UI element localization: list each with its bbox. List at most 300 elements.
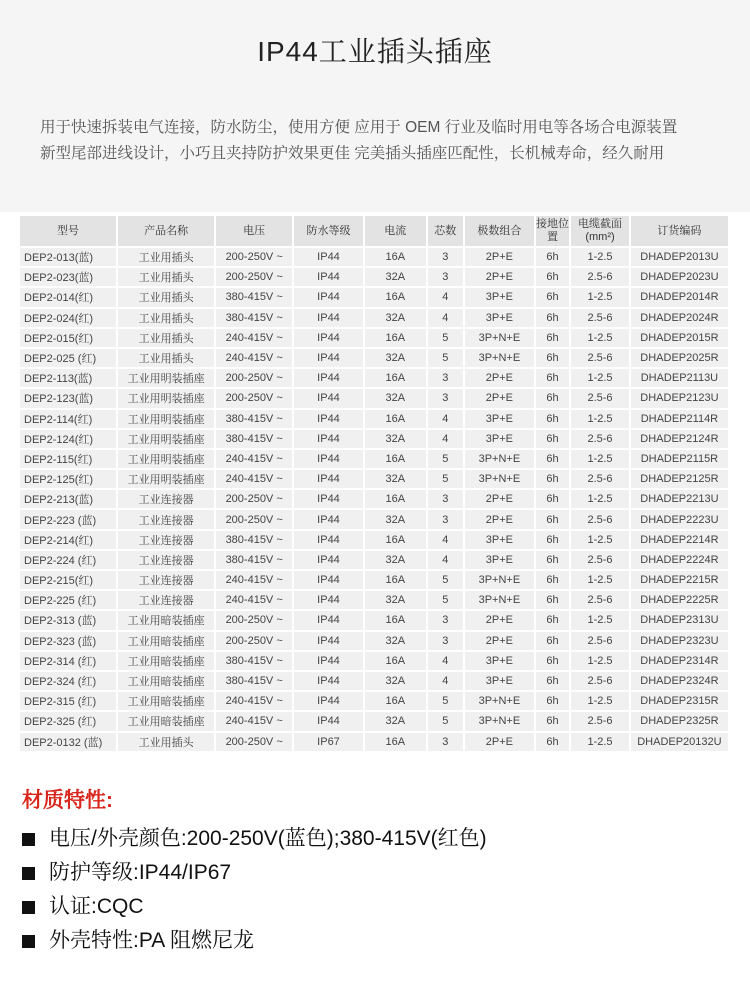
cell-cable-section: 1-2.5 xyxy=(571,490,629,508)
cell-order-code: DHADEP2025R xyxy=(631,349,728,367)
header-cable-section: 电缆截面(mm²) xyxy=(571,216,629,246)
cell-current: 32A xyxy=(365,389,426,407)
cell-cable-section: 2.5-6 xyxy=(571,470,629,488)
cell-model: DEP2-123(蓝) xyxy=(20,389,116,407)
cell-model: DEP2-015(红) xyxy=(20,329,116,347)
header-voltage: 电压 xyxy=(216,216,292,246)
cell-cable-section: 2.5-6 xyxy=(571,309,629,327)
cell-order-code: DHADEP2024R xyxy=(631,309,728,327)
cell-cable-section: 2.5-6 xyxy=(571,672,629,690)
header-current: 电流 xyxy=(365,216,426,246)
header-cores: 芯数 xyxy=(428,216,463,246)
cell-current: 16A xyxy=(365,571,426,589)
cell-order-code: DHADEP2213U xyxy=(631,490,728,508)
table-row xyxy=(20,410,728,428)
cell-cores: 4 xyxy=(428,672,463,690)
cell-cable-section: 1-2.5 xyxy=(571,733,629,751)
cell-current: 16A xyxy=(365,531,426,549)
cell-product-name: 工业用明装插座 xyxy=(118,369,214,387)
cell-cable-section: 1-2.5 xyxy=(571,288,629,306)
cell-order-code: DHADEP2014R xyxy=(631,288,728,306)
cell-ground-position: 6h xyxy=(536,410,569,428)
table-row xyxy=(20,268,728,286)
property-text: 认证:CQC xyxy=(49,895,144,918)
cell-waterproof-rating: IP44 xyxy=(294,490,363,508)
cell-ground-position: 6h xyxy=(536,288,569,306)
cell-cores: 4 xyxy=(428,531,463,549)
cell-current: 32A xyxy=(365,672,426,690)
cell-ground-position: 6h xyxy=(536,672,569,690)
cell-current: 16A xyxy=(365,369,426,387)
property-item xyxy=(22,856,732,890)
cell-ground-position: 6h xyxy=(536,329,569,347)
cell-current: 16A xyxy=(365,490,426,508)
cell-ground-position: 6h xyxy=(536,470,569,488)
cell-ground-position: 6h xyxy=(536,450,569,468)
table-row xyxy=(20,531,728,549)
cell-product-name: 工业连接器 xyxy=(118,490,214,508)
cell-current: 16A xyxy=(365,692,426,710)
cell-product-name: 工业用暗装插座 xyxy=(118,692,214,710)
cell-model: DEP2-113(蓝) xyxy=(20,369,116,387)
cell-current: 32A xyxy=(365,268,426,286)
property-item xyxy=(22,924,732,958)
cell-order-code: DHADEP2125R xyxy=(631,470,728,488)
cell-cores: 5 xyxy=(428,571,463,589)
cell-model: DEP2-224 (红) xyxy=(20,551,116,569)
cell-model: DEP2-115(红) xyxy=(20,450,116,468)
cell-product-name: 工业用明装插座 xyxy=(118,389,214,407)
cell-ground-position: 6h xyxy=(536,632,569,650)
cell-order-code: DHADEP2223U xyxy=(631,510,728,528)
cell-model: DEP2-114(红) xyxy=(20,410,116,428)
cell-product-name: 工业连接器 xyxy=(118,551,214,569)
header-panel xyxy=(0,0,750,212)
cell-product-name: 工业用暗装插座 xyxy=(118,652,214,670)
cell-current: 16A xyxy=(365,652,426,670)
header-product-name: 产品名称 xyxy=(118,216,214,246)
table-row xyxy=(20,672,728,690)
cell-model: DEP2-325 (红) xyxy=(20,712,116,730)
cell-model: DEP2-124(红) xyxy=(20,430,116,448)
cell-pole-combination: 2P+E xyxy=(465,733,534,751)
cell-voltage: 240-415V ~ xyxy=(216,470,292,488)
cell-pole-combination: 3P+N+E xyxy=(465,349,534,367)
table-row xyxy=(20,309,728,327)
cell-cable-section: 1-2.5 xyxy=(571,531,629,549)
cell-cable-section: 2.5-6 xyxy=(571,591,629,609)
cell-pole-combination: 3P+E xyxy=(465,410,534,428)
cell-cable-section: 2.5-6 xyxy=(571,430,629,448)
cell-order-code: DHADEP2013U xyxy=(631,248,728,266)
cell-waterproof-rating: IP44 xyxy=(294,349,363,367)
cell-current: 16A xyxy=(365,611,426,629)
cell-product-name: 工业用插头 xyxy=(118,329,214,347)
page-title: IP44工业插头插座 xyxy=(257,36,493,67)
cell-cable-section: 1-2.5 xyxy=(571,369,629,387)
cell-model: DEP2-324 (红) xyxy=(20,672,116,690)
cell-product-name: 工业用明装插座 xyxy=(118,410,214,428)
cell-current: 32A xyxy=(365,309,426,327)
cell-waterproof-rating: IP44 xyxy=(294,268,363,286)
cell-order-code: DHADEP2315R xyxy=(631,692,728,710)
cell-waterproof-rating: IP44 xyxy=(294,430,363,448)
cell-waterproof-rating: IP67 xyxy=(294,733,363,751)
cell-cores: 5 xyxy=(428,450,463,468)
table-row xyxy=(20,652,728,670)
table-row xyxy=(20,288,728,306)
spec-table xyxy=(18,214,730,753)
cell-ground-position: 6h xyxy=(536,349,569,367)
cell-cable-section: 1-2.5 xyxy=(571,248,629,266)
cell-voltage: 200-250V ~ xyxy=(216,611,292,629)
cell-order-code: DHADEP2324R xyxy=(631,672,728,690)
cell-model: DEP2-315 (红) xyxy=(20,692,116,710)
cell-cores: 4 xyxy=(428,288,463,306)
cell-ground-position: 6h xyxy=(536,692,569,710)
cell-order-code: DHADEP2123U xyxy=(631,389,728,407)
cell-current: 16A xyxy=(365,410,426,428)
cell-voltage: 200-250V ~ xyxy=(216,632,292,650)
cell-pole-combination: 3P+N+E xyxy=(465,692,534,710)
cell-cores: 3 xyxy=(428,490,463,508)
cell-model: DEP2-215(红) xyxy=(20,571,116,589)
cell-waterproof-rating: IP44 xyxy=(294,632,363,650)
cell-pole-combination: 3P+N+E xyxy=(465,450,534,468)
cell-ground-position: 6h xyxy=(536,430,569,448)
cell-model: DEP2-024(红) xyxy=(20,309,116,327)
cell-current: 16A xyxy=(365,733,426,751)
cell-voltage: 200-250V ~ xyxy=(216,733,292,751)
cell-ground-position: 6h xyxy=(536,591,569,609)
cell-cores: 3 xyxy=(428,510,463,528)
table-row xyxy=(20,470,728,488)
table-row xyxy=(20,430,728,448)
cell-order-code: DHADEP2023U xyxy=(631,268,728,286)
cell-pole-combination: 2P+E xyxy=(465,632,534,650)
table-row xyxy=(20,692,728,710)
cell-cable-section: 1-2.5 xyxy=(571,329,629,347)
table-body xyxy=(20,248,728,751)
cell-voltage: 240-415V ~ xyxy=(216,329,292,347)
cell-waterproof-rating: IP44 xyxy=(294,389,363,407)
cell-waterproof-rating: IP44 xyxy=(294,672,363,690)
cell-product-name: 工业用明装插座 xyxy=(118,470,214,488)
cell-ground-position: 6h xyxy=(536,389,569,407)
table-row xyxy=(20,248,728,266)
property-item xyxy=(22,822,732,856)
cell-cable-section: 1-2.5 xyxy=(571,652,629,670)
cell-cable-section: 2.5-6 xyxy=(571,510,629,528)
table-header-row xyxy=(20,216,728,246)
cell-cores: 3 xyxy=(428,248,463,266)
table-row xyxy=(20,349,728,367)
cell-pole-combination: 2P+E xyxy=(465,490,534,508)
cell-model: DEP2-223 (蓝) xyxy=(20,510,116,528)
cell-current: 16A xyxy=(365,288,426,306)
description-line: 用于快速拆装电气连接，防水防尘，使用方便 应用于 OEM 行业及临时用电等各场合电源装置 xyxy=(40,119,678,136)
cell-product-name: 工业用插头 xyxy=(118,733,214,751)
cell-model: DEP2-125(红) xyxy=(20,470,116,488)
material-properties xyxy=(22,784,732,958)
cell-cores: 3 xyxy=(428,389,463,407)
cell-product-name: 工业连接器 xyxy=(118,571,214,589)
cell-current: 16A xyxy=(365,329,426,347)
cell-cores: 3 xyxy=(428,632,463,650)
square-bullet-icon xyxy=(22,867,35,880)
cell-model: DEP2-014(红) xyxy=(20,288,116,306)
cell-pole-combination: 3P+E xyxy=(465,672,534,690)
cell-waterproof-rating: IP44 xyxy=(294,611,363,629)
property-text: 电压/外壳颜色:200-250V(蓝色);380-415V(红色) xyxy=(49,827,487,850)
cell-ground-position: 6h xyxy=(536,611,569,629)
cell-waterproof-rating: IP44 xyxy=(294,470,363,488)
cell-waterproof-rating: IP44 xyxy=(294,369,363,387)
cell-product-name: 工业用暗装插座 xyxy=(118,611,214,629)
cell-pole-combination: 3P+N+E xyxy=(465,571,534,589)
cell-voltage: 380-415V ~ xyxy=(216,531,292,549)
cell-order-code: DHADEP20132U xyxy=(631,733,728,751)
cell-pole-combination: 3P+E xyxy=(465,531,534,549)
cell-product-name: 工业用插头 xyxy=(118,349,214,367)
cell-voltage: 380-415V ~ xyxy=(216,672,292,690)
cell-cores: 3 xyxy=(428,733,463,751)
cell-voltage: 380-415V ~ xyxy=(216,410,292,428)
cell-cable-section: 2.5-6 xyxy=(571,349,629,367)
cell-voltage: 380-415V ~ xyxy=(216,288,292,306)
cell-cores: 5 xyxy=(428,692,463,710)
cell-waterproof-rating: IP44 xyxy=(294,450,363,468)
table-row xyxy=(20,551,728,569)
square-bullet-icon xyxy=(22,935,35,948)
cell-cable-section: 2.5-6 xyxy=(571,712,629,730)
cell-product-name: 工业连接器 xyxy=(118,591,214,609)
cell-cores: 4 xyxy=(428,430,463,448)
property-text: 外壳特性:PA 阻燃尼龙 xyxy=(49,929,254,952)
cell-pole-combination: 2P+E xyxy=(465,611,534,629)
cell-order-code: DHADEP2114R xyxy=(631,410,728,428)
cell-order-code: DHADEP2224R xyxy=(631,551,728,569)
properties-title: 材质特性: xyxy=(22,789,113,812)
cell-cores: 3 xyxy=(428,369,463,387)
cell-current: 16A xyxy=(365,450,426,468)
cell-current: 32A xyxy=(365,430,426,448)
cell-product-name: 工业用明装插座 xyxy=(118,430,214,448)
cell-order-code: DHADEP2214R xyxy=(631,531,728,549)
cell-cable-section: 1-2.5 xyxy=(571,571,629,589)
cell-pole-combination: 2P+E xyxy=(465,248,534,266)
cell-cores: 5 xyxy=(428,470,463,488)
cell-waterproof-rating: IP44 xyxy=(294,410,363,428)
cell-cable-section: 2.5-6 xyxy=(571,551,629,569)
cell-waterproof-rating: IP44 xyxy=(294,652,363,670)
cell-waterproof-rating: IP44 xyxy=(294,248,363,266)
table-row xyxy=(20,369,728,387)
cell-product-name: 工业用暗装插座 xyxy=(118,672,214,690)
cell-current: 32A xyxy=(365,470,426,488)
cell-cores: 4 xyxy=(428,652,463,670)
cell-product-name: 工业连接器 xyxy=(118,510,214,528)
cell-current: 32A xyxy=(365,632,426,650)
cell-order-code: DHADEP2015R xyxy=(631,329,728,347)
cell-voltage: 380-415V ~ xyxy=(216,551,292,569)
cell-waterproof-rating: IP44 xyxy=(294,288,363,306)
cell-order-code: DHADEP2215R xyxy=(631,571,728,589)
cell-cores: 5 xyxy=(428,591,463,609)
cell-pole-combination: 2P+E xyxy=(465,389,534,407)
cell-waterproof-rating: IP44 xyxy=(294,591,363,609)
cell-order-code: DHADEP2314R xyxy=(631,652,728,670)
cell-voltage: 380-415V ~ xyxy=(216,309,292,327)
cell-model: DEP2-213(蓝) xyxy=(20,490,116,508)
cell-current: 32A xyxy=(365,591,426,609)
cell-cores: 4 xyxy=(428,410,463,428)
cell-order-code: DHADEP2313U xyxy=(631,611,728,629)
cell-model: DEP2-225 (红) xyxy=(20,591,116,609)
cell-product-name: 工业用插头 xyxy=(118,288,214,306)
cell-ground-position: 6h xyxy=(536,652,569,670)
cell-waterproof-rating: IP44 xyxy=(294,329,363,347)
cell-ground-position: 6h xyxy=(536,268,569,286)
cell-waterproof-rating: IP44 xyxy=(294,531,363,549)
cell-product-name: 工业用明装插座 xyxy=(118,450,214,468)
table-row xyxy=(20,389,728,407)
cell-voltage: 200-250V ~ xyxy=(216,510,292,528)
cell-voltage: 240-415V ~ xyxy=(216,692,292,710)
cell-ground-position: 6h xyxy=(536,733,569,751)
cell-pole-combination: 3P+E xyxy=(465,652,534,670)
cell-pole-combination: 3P+N+E xyxy=(465,591,534,609)
cell-model: DEP2-025 (红) xyxy=(20,349,116,367)
cell-voltage: 200-250V ~ xyxy=(216,389,292,407)
cell-ground-position: 6h xyxy=(536,248,569,266)
table-row xyxy=(20,329,728,347)
cell-model: DEP2-314 (红) xyxy=(20,652,116,670)
cell-cores: 5 xyxy=(428,329,463,347)
property-text: 防护等级:IP44/IP67 xyxy=(49,861,232,884)
table-row xyxy=(20,632,728,650)
cell-waterproof-rating: IP44 xyxy=(294,510,363,528)
cell-cable-section: 1-2.5 xyxy=(571,410,629,428)
cell-voltage: 200-250V ~ xyxy=(216,490,292,508)
cell-ground-position: 6h xyxy=(536,551,569,569)
table-row xyxy=(20,611,728,629)
cell-waterproof-rating: IP44 xyxy=(294,712,363,730)
cell-voltage: 240-415V ~ xyxy=(216,571,292,589)
spec-table-wrapper xyxy=(20,214,730,753)
cell-model: DEP2-323 (蓝) xyxy=(20,632,116,650)
cell-product-name: 工业用暗装插座 xyxy=(118,712,214,730)
cell-order-code: DHADEP2124R xyxy=(631,430,728,448)
cell-voltage: 200-250V ~ xyxy=(216,268,292,286)
cell-product-name: 工业连接器 xyxy=(118,531,214,549)
square-bullet-icon xyxy=(22,833,35,846)
cell-voltage: 200-250V ~ xyxy=(216,369,292,387)
cell-pole-combination: 3P+E xyxy=(465,288,534,306)
cell-cable-section: 2.5-6 xyxy=(571,389,629,407)
cell-pole-combination: 3P+E xyxy=(465,309,534,327)
cell-pole-combination: 3P+N+E xyxy=(465,329,534,347)
cell-order-code: DHADEP2323U xyxy=(631,632,728,650)
cell-pole-combination: 3P+N+E xyxy=(465,712,534,730)
cell-model: DEP2-214(红) xyxy=(20,531,116,549)
cell-voltage: 380-415V ~ xyxy=(216,652,292,670)
cell-cable-section: 1-2.5 xyxy=(571,692,629,710)
cell-product-name: 工业用插头 xyxy=(118,309,214,327)
header-ground-position: 接地位置 xyxy=(536,216,569,246)
table-row xyxy=(20,490,728,508)
property-item xyxy=(22,890,732,924)
table-row xyxy=(20,591,728,609)
cell-waterproof-rating: IP44 xyxy=(294,309,363,327)
cell-order-code: DHADEP2113U xyxy=(631,369,728,387)
cell-model: DEP2-0132 (蓝) xyxy=(20,733,116,751)
table-row xyxy=(20,712,728,730)
cell-ground-position: 6h xyxy=(536,309,569,327)
cell-cores: 3 xyxy=(428,611,463,629)
cell-order-code: DHADEP2325R xyxy=(631,712,728,730)
cell-current: 16A xyxy=(365,248,426,266)
cell-waterproof-rating: IP44 xyxy=(294,692,363,710)
cell-pole-combination: 3P+N+E xyxy=(465,470,534,488)
cell-current: 32A xyxy=(365,712,426,730)
cell-product-name: 工业用插头 xyxy=(118,248,214,266)
table-row xyxy=(20,571,728,589)
cell-ground-position: 6h xyxy=(536,712,569,730)
description xyxy=(40,115,730,167)
cell-pole-combination: 2P+E xyxy=(465,369,534,387)
header-order-code: 订货编码 xyxy=(631,216,728,246)
cell-waterproof-rating: IP44 xyxy=(294,551,363,569)
square-bullet-icon xyxy=(22,901,35,914)
cell-cores: 3 xyxy=(428,268,463,286)
cell-cores: 4 xyxy=(428,551,463,569)
table-row xyxy=(20,450,728,468)
cell-ground-position: 6h xyxy=(536,510,569,528)
cell-ground-position: 6h xyxy=(536,490,569,508)
cell-order-code: DHADEP2115R xyxy=(631,450,728,468)
cell-voltage: 240-415V ~ xyxy=(216,712,292,730)
cell-cable-section: 2.5-6 xyxy=(571,632,629,650)
cell-cores: 4 xyxy=(428,309,463,327)
cell-voltage: 240-415V ~ xyxy=(216,349,292,367)
cell-ground-position: 6h xyxy=(536,531,569,549)
header-model: 型号 xyxy=(20,216,116,246)
cell-model: DEP2-013(蓝) xyxy=(20,248,116,266)
cell-cable-section: 2.5-6 xyxy=(571,268,629,286)
cell-model: DEP2-313 (蓝) xyxy=(20,611,116,629)
cell-current: 32A xyxy=(365,510,426,528)
table-row xyxy=(20,733,728,751)
cell-voltage: 200-250V ~ xyxy=(216,248,292,266)
cell-current: 32A xyxy=(365,349,426,367)
cell-waterproof-rating: IP44 xyxy=(294,571,363,589)
cell-ground-position: 6h xyxy=(536,369,569,387)
header-pole-combination: 极数组合 xyxy=(465,216,534,246)
cell-pole-combination: 3P+E xyxy=(465,551,534,569)
cell-pole-combination: 3P+E xyxy=(465,430,534,448)
cell-voltage: 240-415V ~ xyxy=(216,591,292,609)
cell-cores: 5 xyxy=(428,712,463,730)
table-row xyxy=(20,510,728,528)
cell-model: DEP2-023(蓝) xyxy=(20,268,116,286)
cell-current: 32A xyxy=(365,551,426,569)
header-waterproof-rating: 防水等级 xyxy=(294,216,363,246)
cell-ground-position: 6h xyxy=(536,571,569,589)
cell-product-name: 工业用插头 xyxy=(118,268,214,286)
cell-product-name: 工业用暗装插座 xyxy=(118,632,214,650)
cell-cable-section: 1-2.5 xyxy=(571,450,629,468)
